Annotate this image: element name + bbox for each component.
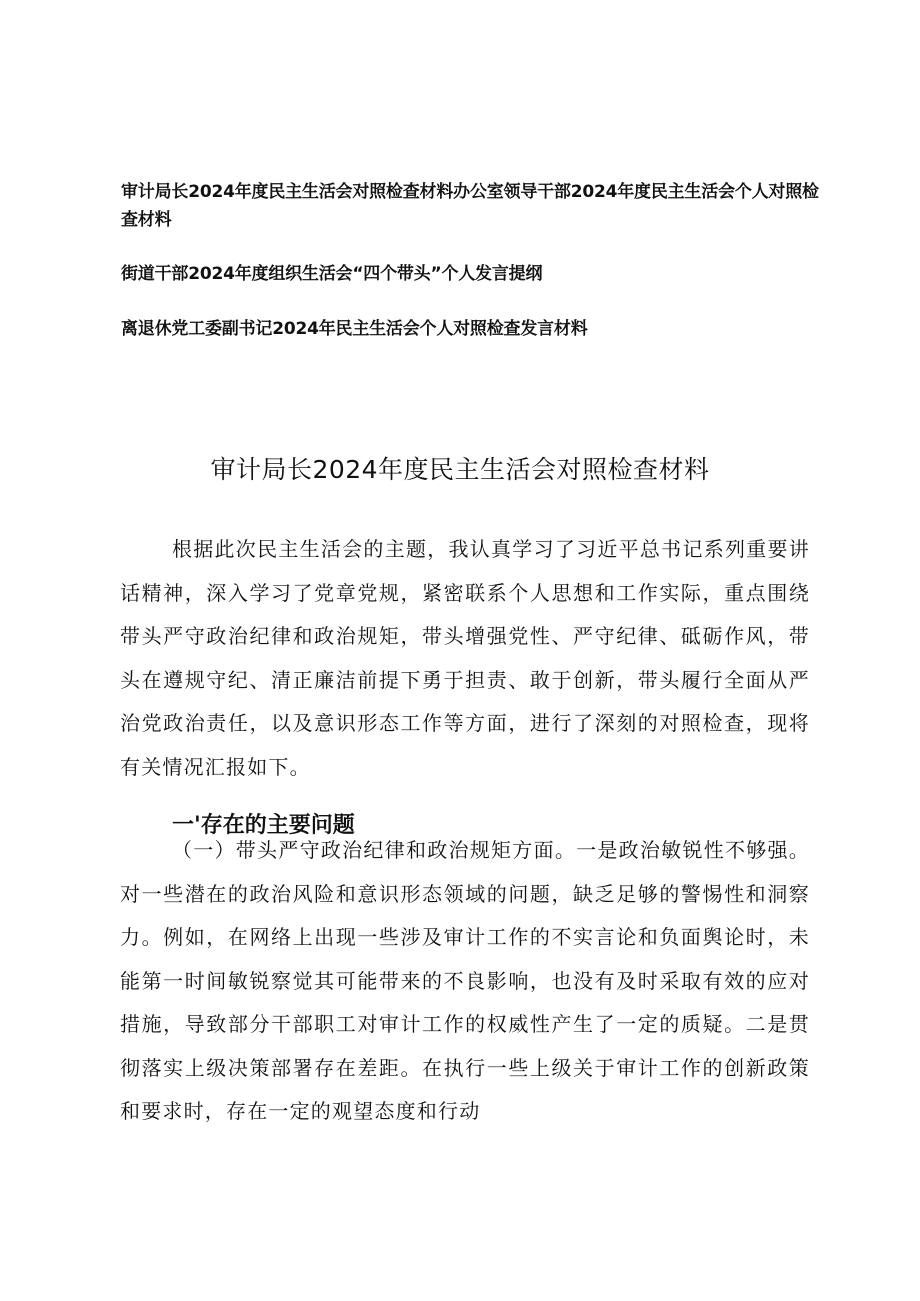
section-paragraph: （一）带头严守政治纪律和政治规矩方面。一是政治敏锐性不够强。对一些潜在的政治风险和意识形态领域的问题，缺乏足够的警惕性和洞察力。例如，在网络上出现一些涉及审计工作的不实言论和负面舆论时，未能第一时间敏锐察觉其可能带来的不良影响，也没有及时采取有效的应对措施，导致部分干部职工对审计工作的权威性产生了一定的质疑。二是贯彻落实上级决策部署存在差距。在执行一些上级关于审计工作的创新政策和要求时，存在一定的观望态度和行动 xyxy=(120,838,810,1123)
section-heading: 一'存在的主要问题 xyxy=(172,813,355,839)
document-title: 审计局长2024年度民主生活会对照检查材料 xyxy=(210,454,710,484)
toc-item-3: 离退休党工委副书记2024年民主生活会个人对照检查发言材料 xyxy=(121,319,588,339)
table-of-contents xyxy=(121,178,821,370)
toc-item-2: 街道干部2024年度组织生活会“四个带头”个人发言提纲 xyxy=(121,264,543,284)
intro-paragraph: 根据此次民主生活会的主题，我认真学习了习近平总书记系列重要讲话精神，深入学习了党章党规，紧密联系个人思想和工作实际，重点围绕带头严守政治纪律和政治规矩，带头增强党性、严守纪律、砥砺作风，带头在遵规守纪、清正廉洁前提下勇于担责、敢于创新，带头履行全面从严治党政治责任，以及意识形态工作等方面，进行了深刻的对照检查，现将有关情况汇报如下。 xyxy=(120,537,810,779)
toc-item-1: 审计局长2024年度民主生活会对照检查材料办公室领导干部2024年度民主生活会个人对照检查材料 xyxy=(121,182,819,230)
